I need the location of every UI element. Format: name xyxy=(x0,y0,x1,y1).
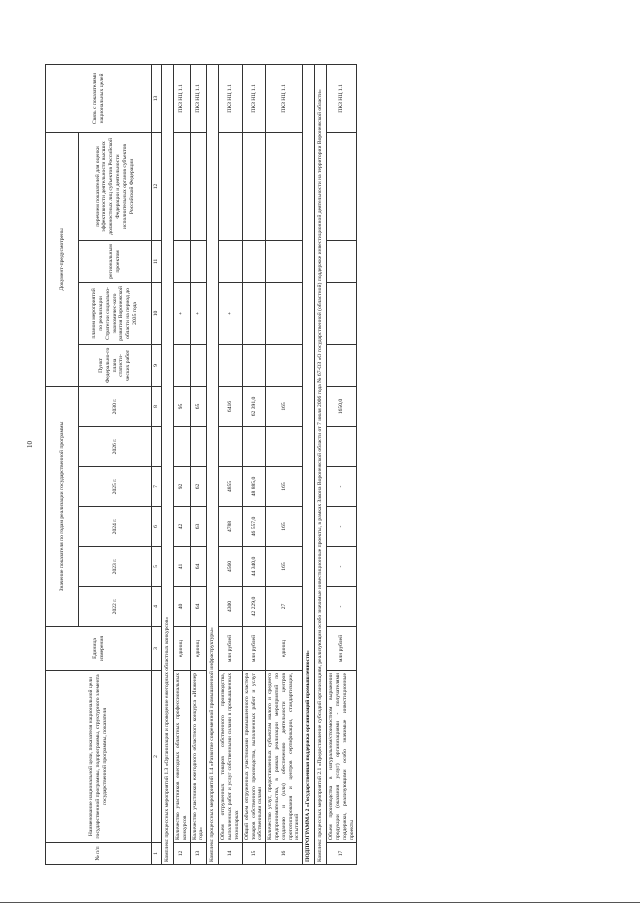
row-value-2026 xyxy=(266,427,303,467)
col-assessment-header: перечнем показателей для оценки эффективности деятельности высших должностных лиц субъектов Российской Федерации и деятельности исполнительных органов субъектов Российской Федерации xyxy=(79,132,152,240)
row-regional xyxy=(242,240,265,282)
row-value-2022: 42 229,0 xyxy=(242,587,265,627)
row-link: ПКЗ НЦ 1.1 xyxy=(327,64,357,132)
column-number: 6 xyxy=(152,507,162,547)
row-name: Количество участников ежегодного областного конкурса «Инженер года» xyxy=(190,671,207,843)
row-assessment xyxy=(190,132,207,240)
column-number: 8 xyxy=(152,386,162,426)
row-value-2024: 165 xyxy=(266,507,303,547)
row-fed xyxy=(266,344,303,386)
row-strategy xyxy=(242,282,265,344)
row-fed xyxy=(219,344,242,386)
col-num-header: № п/п xyxy=(46,843,152,865)
table-row xyxy=(266,64,303,864)
row-fed xyxy=(327,344,357,386)
year-header: 2030 г. xyxy=(79,386,152,426)
row-value-2030: 95 xyxy=(174,386,191,426)
table-row xyxy=(242,64,265,864)
row-value-2023: 41 xyxy=(174,547,191,587)
row-assessment xyxy=(174,132,191,240)
row-regional xyxy=(219,240,242,282)
row-regional xyxy=(174,240,191,282)
row-num: 14 xyxy=(219,843,242,865)
row-value-2023: 44 340,0 xyxy=(242,547,265,587)
row-link: ПКЗ НЦ 1.1 xyxy=(190,64,207,132)
column-number: 4 xyxy=(152,587,162,627)
row-value-2025: 165 xyxy=(266,467,303,507)
row-strategy xyxy=(266,282,303,344)
section-title: Комплекс процессных мероприятий 2.1 «Предоставление субсидий организациям, реализующим особо значимые инвестиционные проекты, в рамках Закона Воронежской области от 7 июля 2006 года № 67-ОЗ «О государственной (областной) поддержке инвестиционной деятельности на территории Воронежской области» xyxy=(315,64,327,864)
row-name: Объем производства в натуральном/стоимостном выражении продукции (оказания услуг) организациями - получателями поддержки, реализующими особо значимые инвестиционные проекты xyxy=(327,671,357,843)
row-value-2025: - xyxy=(327,467,357,507)
row-link: ПКЗ НЦ 1.1 xyxy=(242,64,265,132)
page-number: 10 xyxy=(26,441,34,448)
row-strategy: + xyxy=(174,282,191,344)
col-regional-header: региональным проектом xyxy=(79,240,152,282)
row-value-2026 xyxy=(327,427,357,467)
column-number: 3 xyxy=(152,627,162,671)
row-value-2026 xyxy=(190,427,207,467)
row-value-2023: 165 xyxy=(266,547,303,587)
col-unit-header: Единица измерения xyxy=(46,627,152,671)
row-assessment xyxy=(242,132,265,240)
row-assessment xyxy=(327,132,357,240)
row-fed xyxy=(190,344,207,386)
col-docs-group-header: Документ-предусмотрены xyxy=(46,132,79,386)
column-number: 13 xyxy=(152,64,162,132)
row-name: Количество услуг, предоставленных субъектам малого и среднего предпринимательства, в рамках реализации мероприятий по созданию и (или) обеспечению деятельности центров прототипирования и центров сертификации, стандартизации, испытаний xyxy=(266,671,303,843)
row-value-2023: 64 xyxy=(190,547,207,587)
column-number: 5 xyxy=(152,547,162,587)
row-value-2024: 42 xyxy=(174,507,191,547)
row-value-2022: 27 xyxy=(266,587,303,627)
row-fed xyxy=(174,344,191,386)
row-regional xyxy=(327,240,357,282)
section-title-row xyxy=(315,64,327,864)
row-value-2025: 4855 xyxy=(219,467,242,507)
row-assessment xyxy=(266,132,303,240)
row-value-2030: 65 xyxy=(190,386,207,426)
row-strategy: + xyxy=(219,282,242,344)
col-values-group-header: Значение показателя по годам реализации государственной программы xyxy=(46,386,79,626)
row-num: 17 xyxy=(327,843,357,865)
section-title-row xyxy=(207,64,219,864)
column-number xyxy=(152,427,162,467)
year-header: 2025 г. xyxy=(79,467,152,507)
table-row xyxy=(219,64,242,864)
year-header: 2022 г. xyxy=(79,587,152,627)
year-header: 2026 г. xyxy=(79,427,152,467)
row-value-2026 xyxy=(174,427,191,467)
subprogram-title-row xyxy=(303,64,315,864)
table-row xyxy=(327,64,357,864)
row-strategy xyxy=(327,282,357,344)
header-row-1 xyxy=(46,64,79,864)
col-name-header: Наименование национальной цели, показателя национальной цели государственной программы, подпрограммы, структурного элемента государственной программы, показателя xyxy=(46,671,152,843)
col-strategy-header: планом мероприятий по реализации Стратегии социально-экономичес-кого развития Воронежской области на период до 2035 года xyxy=(79,282,152,344)
row-unit: млн рублей xyxy=(219,627,242,671)
row-value-2024: 4788 xyxy=(219,507,242,547)
column-number: 10 xyxy=(152,282,162,344)
col-link-header: Связь с показателями национальных целей xyxy=(46,64,152,132)
row-value-2022: 4300 xyxy=(219,587,242,627)
row-num: 13 xyxy=(190,843,207,865)
row-value-2030: 62 391,0 xyxy=(242,386,265,426)
row-value-2030: 1650,0 xyxy=(327,386,357,426)
column-number: 9 xyxy=(152,344,162,386)
indicator-table-sheet xyxy=(45,65,465,865)
column-number: 12 xyxy=(152,132,162,240)
row-unit: млн рублей xyxy=(327,627,357,671)
table-row xyxy=(174,64,191,864)
section-title: Комплекс процессных мероприятий 1.3 «Организация и проведение ежегодных областных конкурсов» xyxy=(162,64,174,864)
row-value-2025: 62 xyxy=(190,467,207,507)
row-value-2023: 4560 xyxy=(219,547,242,587)
year-header: 2024 г. xyxy=(79,507,152,547)
row-unit: единиц xyxy=(190,627,207,671)
row-value-2026 xyxy=(242,427,265,467)
row-value-2023: - xyxy=(327,547,357,587)
row-link: ПКЗ НЦ 1.1 xyxy=(174,64,191,132)
row-value-2022: 64 xyxy=(190,587,207,627)
column-number: 7 xyxy=(152,467,162,507)
scan-edge-line xyxy=(0,902,640,903)
row-name: Объем отгруженных товаров собственного производства, выполненных работ и услуг собственными силами в промышленных технопарках xyxy=(219,671,242,843)
row-value-2030: 6416 xyxy=(219,386,242,426)
row-num: 12 xyxy=(174,843,191,865)
column-number: 2 xyxy=(152,671,162,843)
row-num: 16 xyxy=(266,843,303,865)
row-value-2022: 40 xyxy=(174,587,191,627)
row-regional xyxy=(190,240,207,282)
column-number: 11 xyxy=(152,240,162,282)
row-link: ПКЗ НЦ 1.1 xyxy=(219,64,242,132)
row-fed xyxy=(242,344,265,386)
row-value-2026 xyxy=(219,427,242,467)
column-number-row xyxy=(152,64,162,864)
row-value-2024: - xyxy=(327,507,357,547)
row-value-2025: 92 xyxy=(174,467,191,507)
row-value-2022: - xyxy=(327,587,357,627)
year-header: 2023 г. xyxy=(79,547,152,587)
table-row xyxy=(190,64,207,864)
subprogram-title: ПОДПРОГРАММА 2 «Государственная поддержка организаций промышленности» xyxy=(303,64,315,864)
row-value-2030: 165 xyxy=(266,386,303,426)
row-assessment xyxy=(219,132,242,240)
row-strategy: + xyxy=(190,282,207,344)
row-regional xyxy=(266,240,303,282)
row-value-2024: 46 557,0 xyxy=(242,507,265,547)
row-name: Количество участников ежегодных областных профессиональных конкурсов xyxy=(174,671,191,843)
row-value-2025: 48 885,0 xyxy=(242,467,265,507)
row-num: 15 xyxy=(242,843,265,865)
row-link: ПКЗ НЦ 1.1 xyxy=(266,64,303,132)
row-unit: единиц xyxy=(266,627,303,671)
indicators-table xyxy=(45,64,357,865)
row-value-2024: 63 xyxy=(190,507,207,547)
col-fed-plan-header: Пункт Федерально-го плана статисти-ческих работ xyxy=(79,344,152,386)
row-name: Общий объем отгруженных участниками промышленного кластера товаров собственного производства, выполненных работ и услуг собственными силами xyxy=(242,671,265,843)
row-unit: млн рублей xyxy=(242,627,265,671)
section-title: Комплекс процессных мероприятий 1.4 «Развитие современной промышленной инфраструктуры» xyxy=(207,64,219,864)
row-unit: единиц xyxy=(174,627,191,671)
section-title-row xyxy=(162,64,174,864)
column-number: 1 xyxy=(152,843,162,865)
